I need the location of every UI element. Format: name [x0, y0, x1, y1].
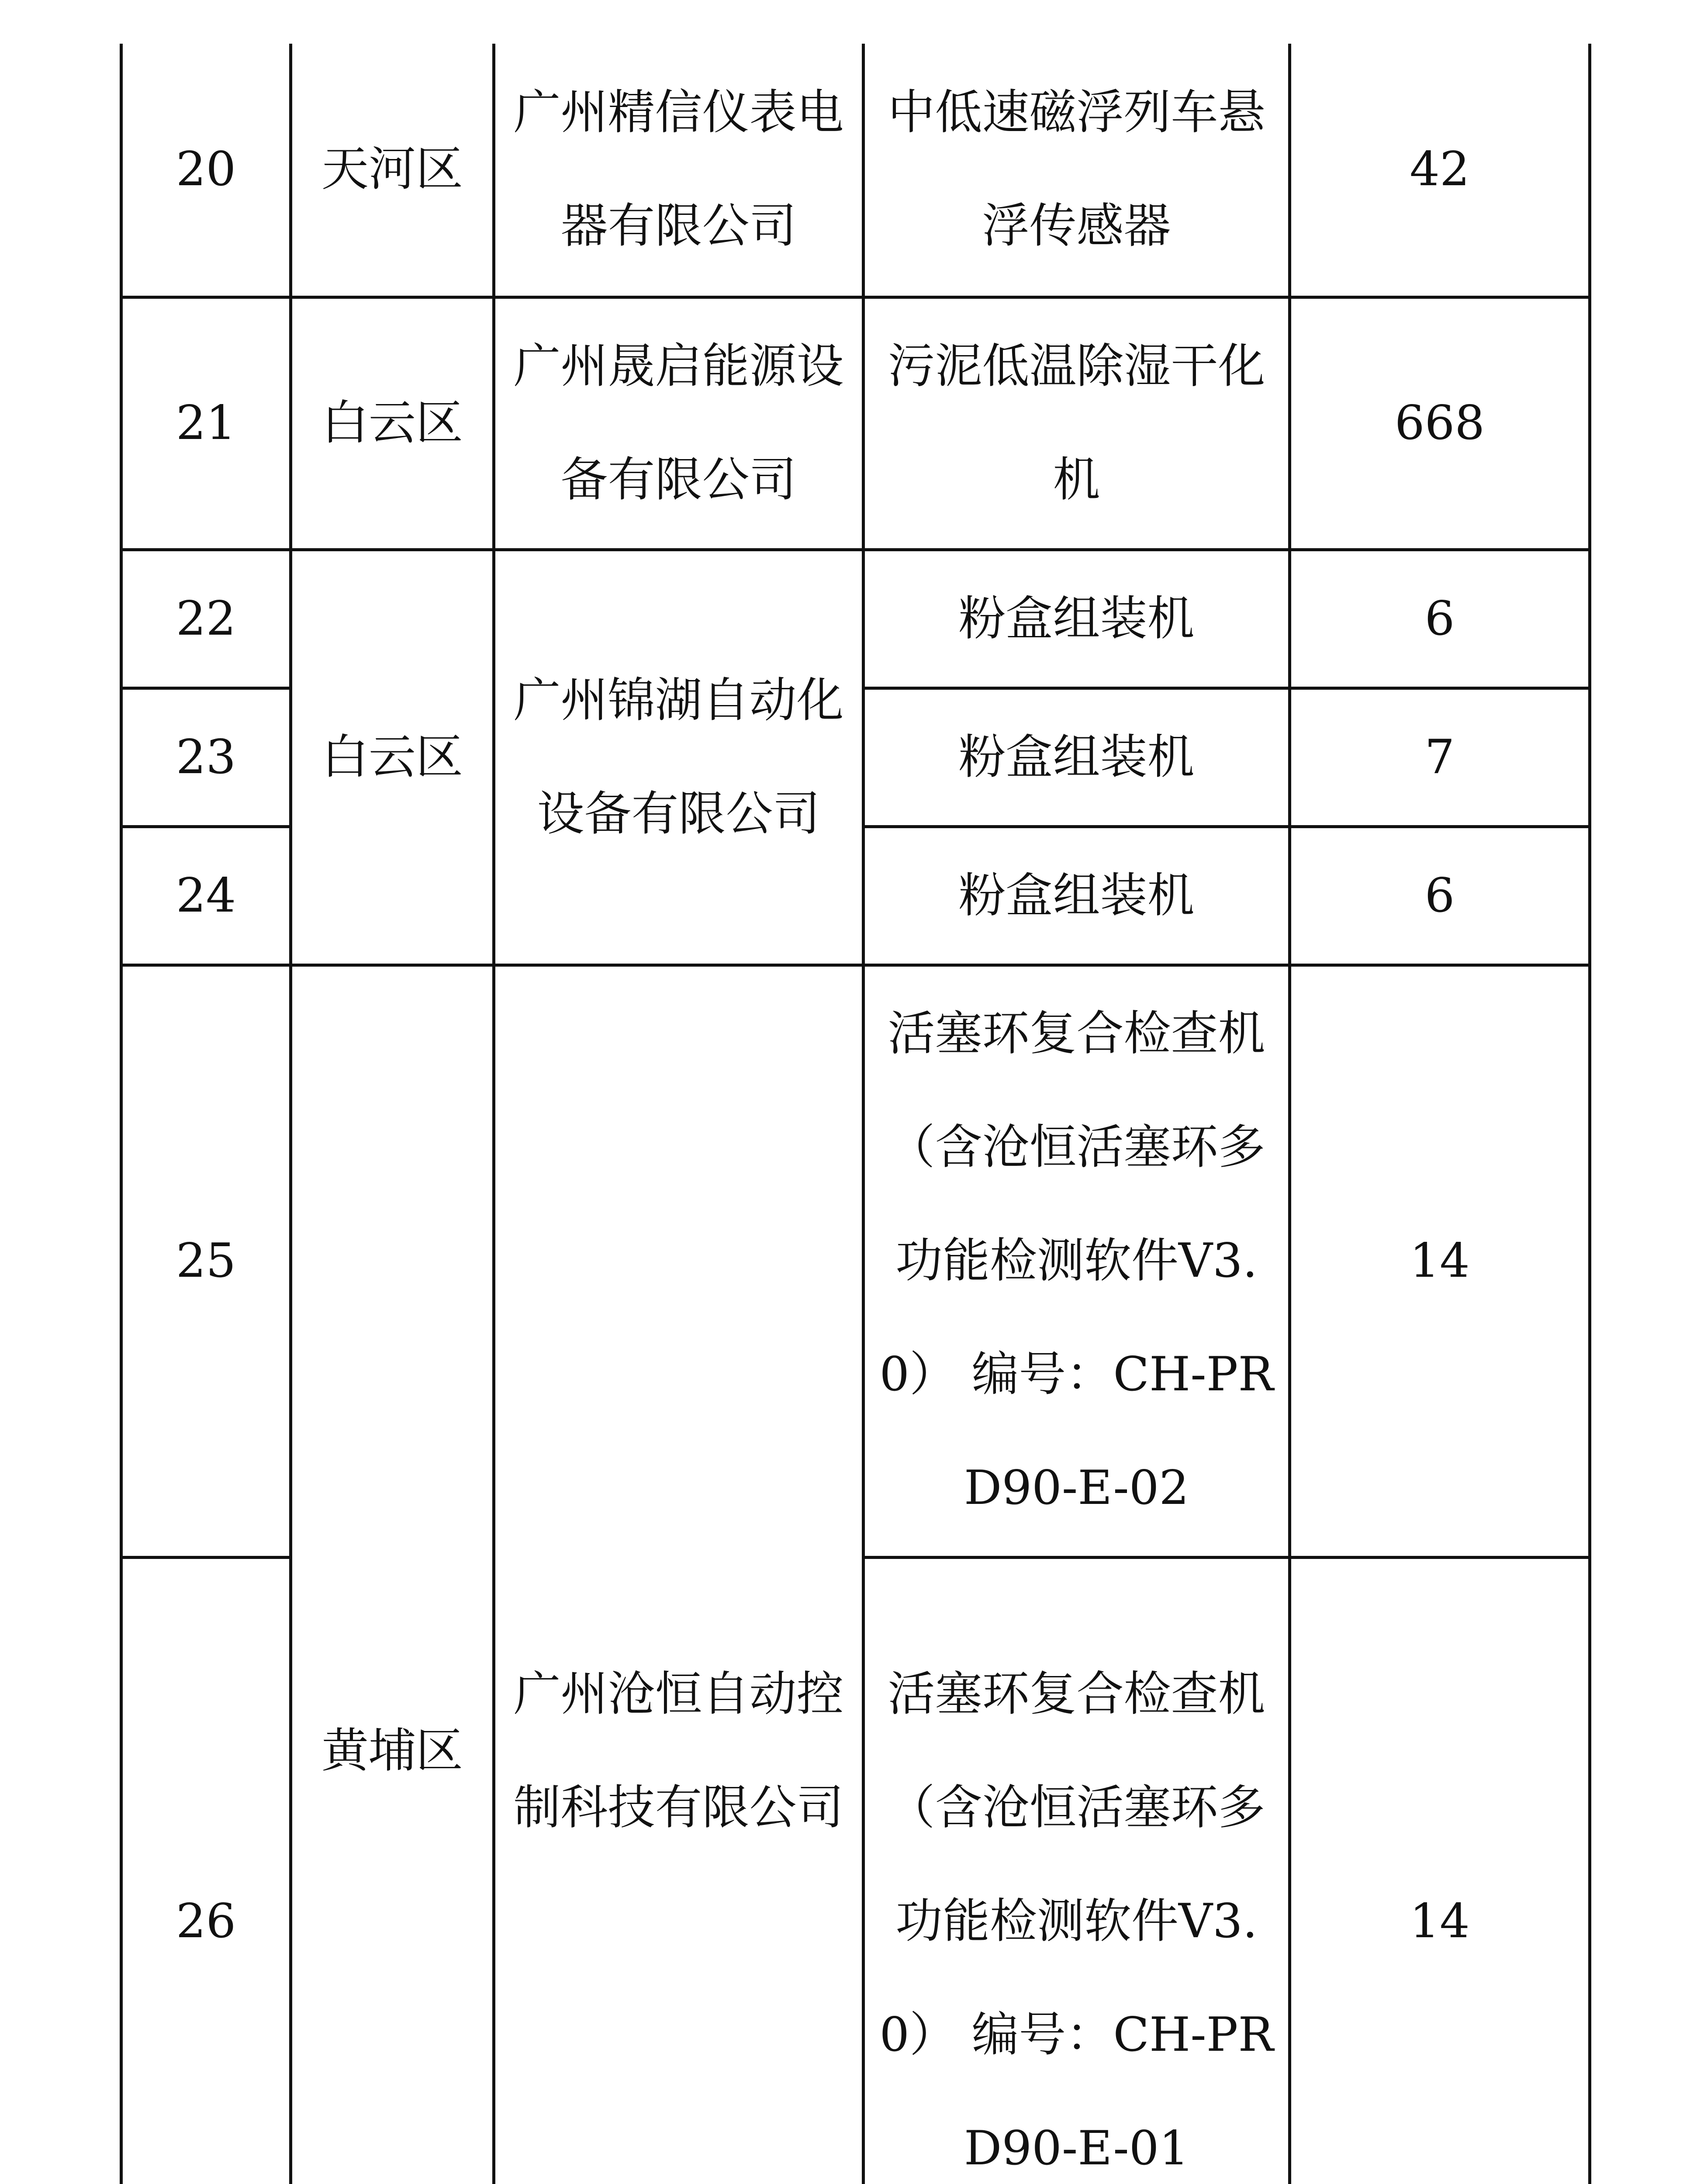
- quantity-cell: 14: [1290, 1557, 1590, 2184]
- district-cell: 白云区: [291, 549, 494, 965]
- quantity-cell: 14: [1290, 965, 1590, 1557]
- product-table: [120, 44, 1591, 2184]
- product-cell: 中低速磁浮列车悬浮传感器: [864, 44, 1290, 297]
- quantity-cell: 6: [1290, 549, 1590, 688]
- row-number: 21: [121, 297, 291, 549]
- table-row: [121, 549, 1590, 688]
- product-cell: 粉盒组装机: [864, 549, 1290, 688]
- row-number: 22: [121, 549, 291, 688]
- table-row: [121, 965, 1590, 1557]
- quantity-cell: 42: [1290, 44, 1590, 297]
- product-cell: 活塞环复合检查机（含沧恒活塞环多功能检测软件V3.0） 编号：CH-PRD90-E-01: [864, 1557, 1290, 2184]
- quantity-cell: 668: [1290, 297, 1590, 549]
- product-cell: 活塞环复合检查机（含沧恒活塞环多功能检测软件V3.0） 编号：CH-PRD90-E-02: [864, 965, 1290, 1557]
- company-cell: 广州锦湖自动化设备有限公司: [494, 549, 864, 965]
- row-number: 20: [121, 44, 291, 297]
- company-cell: 广州精信仪表电器有限公司: [494, 44, 864, 297]
- row-number: 25: [121, 965, 291, 1557]
- product-cell: 粉盒组装机: [864, 826, 1290, 965]
- quantity-cell: 7: [1290, 688, 1590, 826]
- quantity-cell: 6: [1290, 826, 1590, 965]
- company-cell: 广州晟启能源设备有限公司: [494, 297, 864, 549]
- row-number: 23: [121, 688, 291, 826]
- row-number: 26: [121, 1557, 291, 2184]
- table-row: [121, 297, 1590, 549]
- district-cell: 天河区: [291, 44, 494, 297]
- company-cell: 广州沧恒自动控制科技有限公司: [494, 965, 864, 2184]
- product-cell: 粉盒组装机: [864, 688, 1290, 826]
- product-cell: 污泥低温除湿干化机: [864, 297, 1290, 549]
- row-number: 24: [121, 826, 291, 965]
- district-cell: 黄埔区: [291, 965, 494, 2184]
- table-row: [121, 44, 1590, 297]
- district-cell: 白云区: [291, 297, 494, 549]
